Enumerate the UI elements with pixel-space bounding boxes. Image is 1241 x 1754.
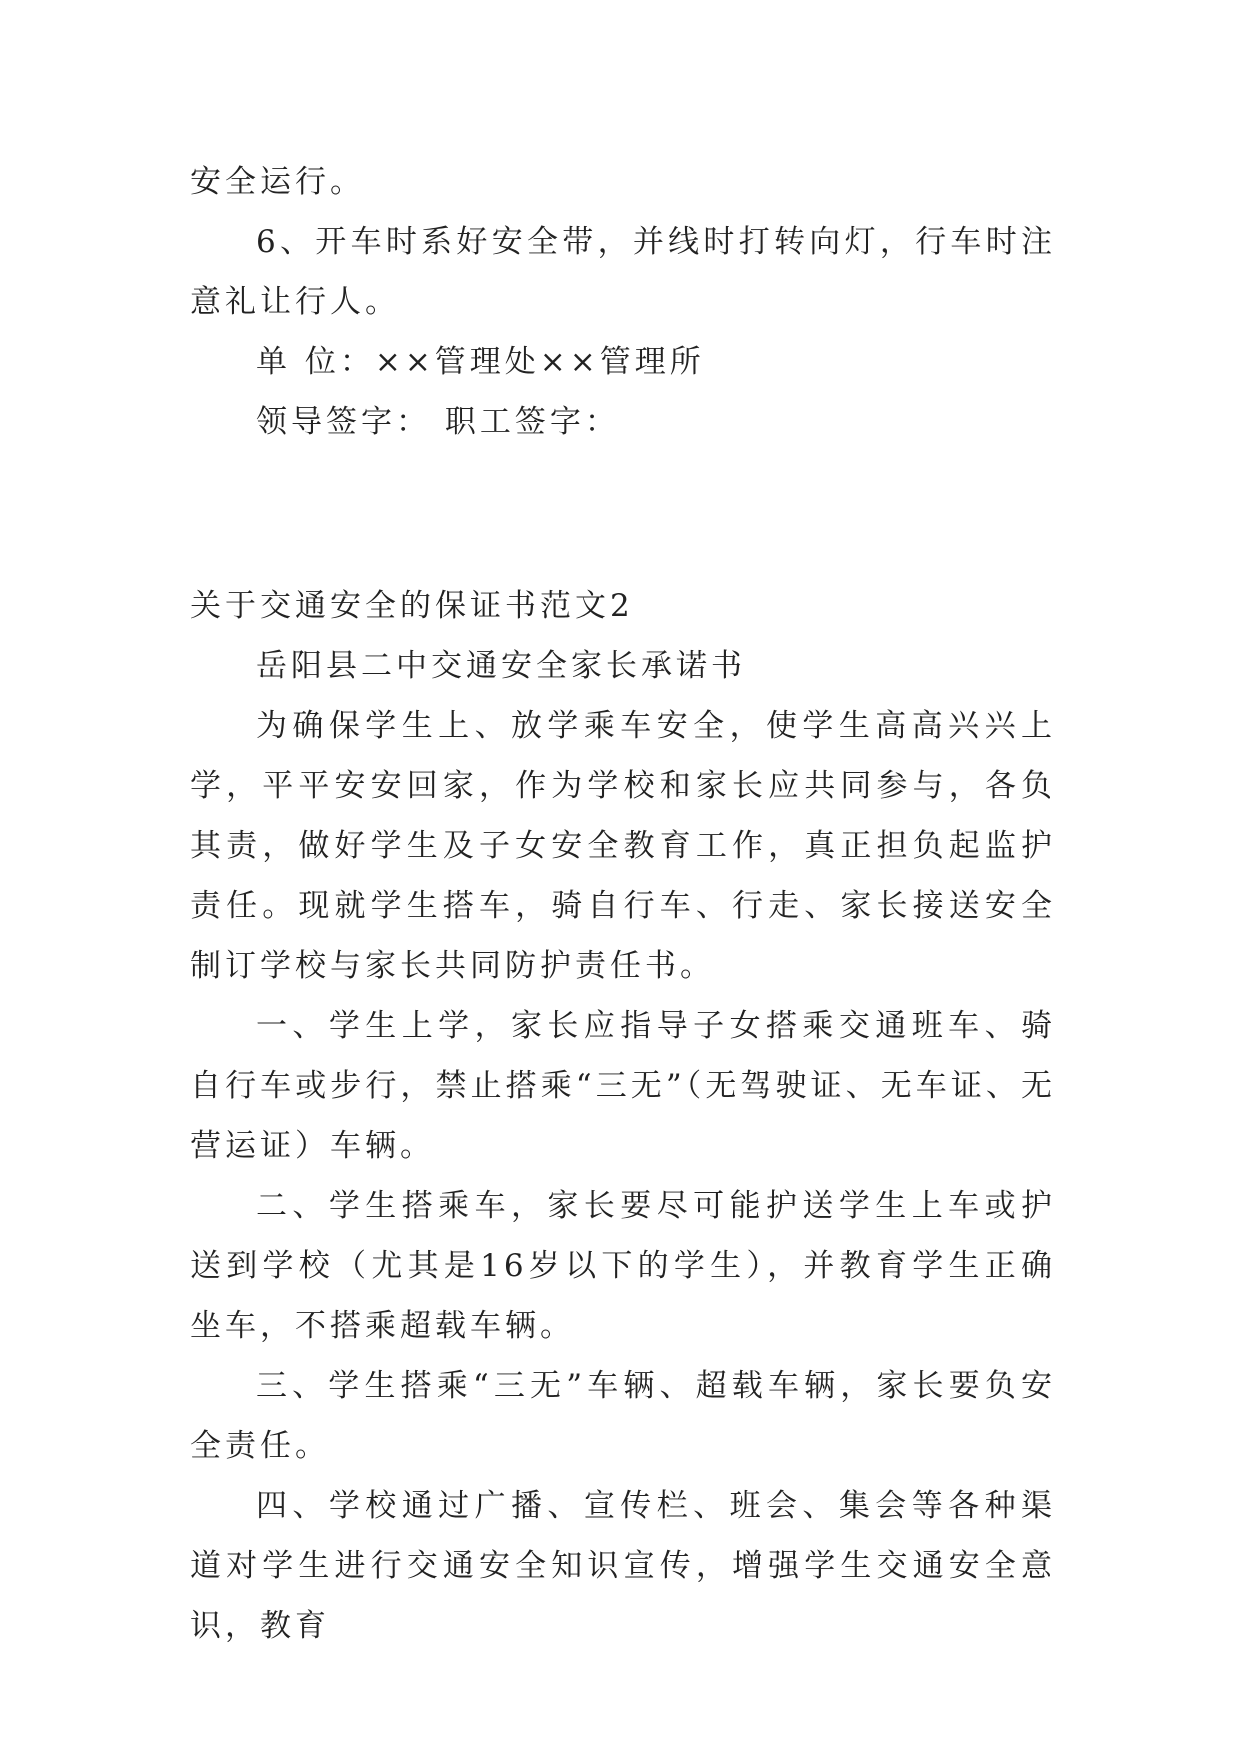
unit-line: 单 位：××管理处××管理所: [256, 344, 705, 380]
paragraph: 二、学生搭乘车，家长要尽可能护送学生上车或护送到学校（尤其是16岁以下的学生），并教育学生正确坐车，不搭乘超载车辆。: [190, 1188, 1056, 1344]
paragraph: 安全运行。: [190, 164, 365, 200]
paragraph: 一、学生上学，家长应指导子女搭乘交通班车、骑自行车或步行，禁止搭乘“三无”（无驾驶证、无车证、无营运证）车辆。: [190, 1008, 1056, 1164]
section-gap: [190, 452, 1056, 576]
section-title: 关于交通安全的保证书范文2: [190, 588, 634, 624]
signature-line: 领导签字： 职工签字：: [256, 404, 620, 440]
paragraph: 四、学校通过广播、宣传栏、班会、集会等各种渠道对学生进行交通安全知识宣传，增强学生交通安全意识，教育: [190, 1488, 1056, 1644]
paragraph: 三、学生搭乘“三无”车辆、超载车辆，家长要负安全责任。: [190, 1368, 1056, 1464]
paragraph: 为确保学生上、放学乘车安全，使学生高高兴兴上学，平平安安回家，作为学校和家长应共同参与，各负其责，做好学生及子女安全教育工作，真正担负起监护责任。现就学生搭车，骑自行车、行走、家长接送安全制订学校与家长共同防护责任书。: [190, 708, 1056, 984]
paragraph: 6、开车时系好安全带，并线时打转向灯，行车时注意礼让行人。: [190, 224, 1056, 320]
document-subtitle: 岳阳县二中交通安全家长承诺书: [256, 648, 746, 684]
document-body: [190, 152, 1056, 1656]
